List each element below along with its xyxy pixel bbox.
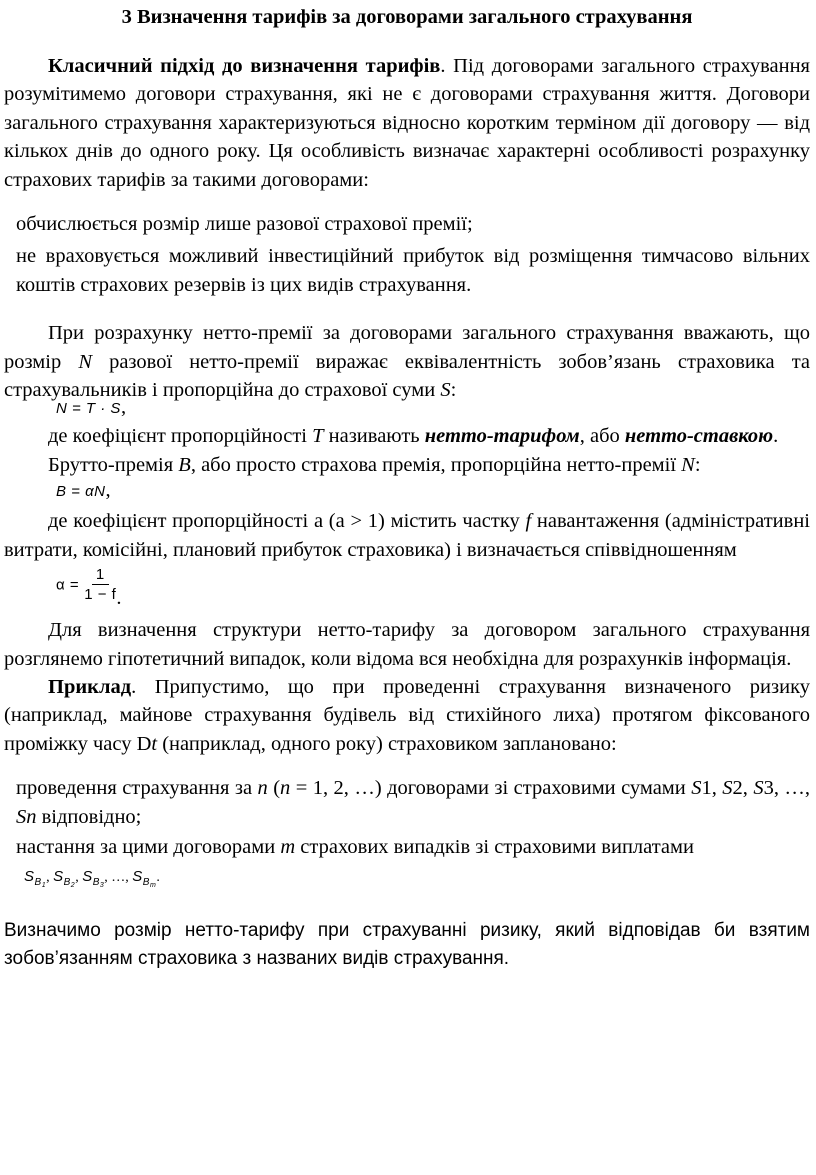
netto-paragraph: При розрахунку нетто-премії за договорами загального страхування вважають, що розмір N разової нетто-премії виражає еквівалентність зобов’язань страховика та страхувальників і пропорційна до страхової суми S: bbox=[4, 322, 810, 402]
alpha-paragraph: де коефіцієнт пропорційності а (а > 1) містить частку f навантаження (адміністративні витрати, комісійні, плановий прибуток страховика) і визначається співвідношенням bbox=[4, 510, 810, 561]
intro-bold: Класичний підхід до визначення тарифів bbox=[48, 55, 441, 77]
example-paragraph: Приклад. Припустимо, що при проведенні страхування визначеного ризику (наприклад, майнове страхування будівель від стихійного лиха) протягом фіксованого проміжку часу Dt (наприклад, одного року) страховиком заплановано: bbox=[4, 675, 810, 755]
plan-list bbox=[16, 774, 810, 893]
formula-netto-premium: N = T · S, bbox=[56, 396, 127, 419]
list-item: проведення страхування за n (n = 1, 2, …) договорами зі страховими сумами S1, S2, S3, …, Sn відповідно; bbox=[16, 777, 810, 828]
payout-m: $S_{B_m}$ bbox=[132, 868, 157, 890]
list-item: не враховується можливий інвестиційний прибуток від розміщення тимчасово вільних коштів страхових резервів із цих видів страхування. bbox=[16, 245, 810, 296]
payout-2: $S_{B_2}$ bbox=[53, 868, 76, 890]
coefficient-paragraph: де коефіцієнт пропорційності T називають нетто-тарифом, або нетто-ставкою. bbox=[48, 425, 779, 448]
list-item: обчислюється розмір лише разової страхової премії; bbox=[16, 213, 473, 236]
alpha-fraction: $\frac{1}{1 - f}$ bbox=[84, 566, 117, 604]
payout-3: $S_{B_3}$ bbox=[82, 868, 105, 890]
structure-paragraph: Для визначення структури нетто-тарифу за договором загального страхування розглянемо гіпотетичний випадок, коли відома вся необхідна для розрахунків інформація. bbox=[4, 619, 810, 670]
page-title: 3 Визначення тарифів за договорами загального страхування bbox=[121, 6, 693, 28]
formula-brutto-premium: B = αN, bbox=[56, 479, 111, 502]
payout-symbols: $S_{B_1}$, $S_{B_2}$, $S_{B_3}$, …, $S_{B_m}$. bbox=[24, 868, 160, 890]
final-paragraph: Визначимо розмір нетто-тарифу при страхуванні ризику, який відповідав би взятим зобов’язанням страховика з названих видів страхування. bbox=[4, 920, 810, 970]
list-item: настання за цими договорами m страхових випадків зі страховими виплатами bbox=[16, 835, 694, 858]
features-list bbox=[16, 210, 810, 299]
intro-paragraph: Класичний підхід до визначення тарифів. Під договорами загального страхування розумітимемо договори страхування, які не є договорами страхування життя. Договори загального страхування характеризуються відносно коротким терміном дії договору — від кількох днів до одного року. Ця особливість визначає характерні особливості розрахунку страхових тарифів за такими договорами: bbox=[4, 55, 810, 191]
brutto-paragraph: Брутто-премія B, або просто страхова премія, пропорційна нетто-премії N: bbox=[48, 453, 701, 476]
formula-alpha: α = $\frac{1}{1 - f}$ . bbox=[56, 566, 122, 610]
payout-1: $S_{B_1}$ bbox=[24, 868, 47, 890]
